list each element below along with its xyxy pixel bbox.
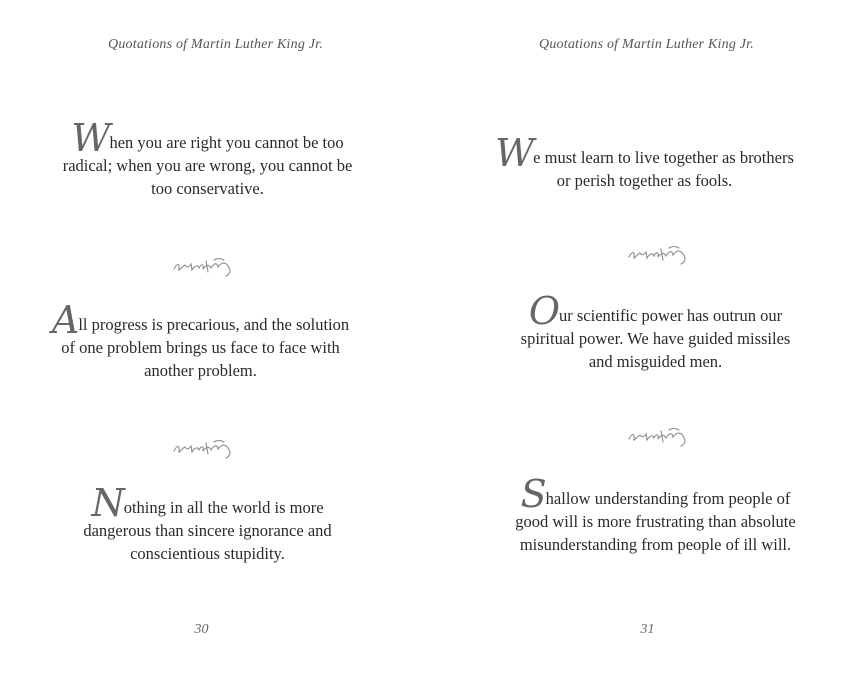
running-head: Quotations of Martin Luther King Jr. [539, 37, 754, 52]
quote-line: misunderstanding from people of ill will. [519, 535, 792, 554]
quote-line: spiritual power. We have guided missiles [520, 329, 791, 348]
quote-line: We must learn to live together as brothers [495, 131, 794, 175]
right-page [431, 0, 862, 700]
quote [0, 298, 416, 382]
signature-flourish-icon [170, 436, 236, 460]
running-head: Quotations of Martin Luther King Jr. [108, 37, 323, 52]
signature-flourish-icon [625, 424, 691, 448]
quote [429, 131, 860, 192]
quote-line: Shallow understanding from people of [520, 472, 791, 516]
quote-line: another problem. [144, 361, 257, 380]
quote-line: radical; when you are wrong, you cannot be [62, 156, 353, 175]
quote-line: good will is more frustrating than absolute [515, 512, 796, 531]
page-number: 31 [640, 622, 655, 637]
quote-line: Our scientific power has outrun our [528, 289, 783, 333]
quote-line: conscientious stupidity. [130, 544, 285, 563]
drop-cap: W [71, 116, 111, 160]
quote [440, 472, 862, 556]
quote-line: dangerous than sincere ignorance and [83, 521, 332, 540]
drop-cap: N [91, 481, 125, 525]
drop-cap: O [528, 289, 560, 333]
quote-line: and misguided men. [588, 352, 723, 371]
drop-cap: A [51, 298, 80, 342]
quote [440, 289, 862, 373]
quote-line: or perish together as fools. [556, 171, 733, 190]
quote-line: When you are right you cannot be too [71, 116, 344, 160]
quote-line: All progress is precarious, and the solution [51, 298, 350, 342]
quote-line: Nothing in all the world is more [91, 481, 324, 525]
quote-line: of one problem brings us face to face with [61, 338, 340, 357]
quote [0, 116, 423, 200]
quote [0, 481, 423, 565]
signature-flourish-icon [625, 242, 691, 266]
drop-cap: S [520, 472, 547, 516]
drop-cap: W [495, 131, 535, 175]
quote-line: too conservative. [151, 179, 264, 198]
page-number: 30 [194, 622, 209, 637]
signature-flourish-icon [170, 254, 236, 278]
